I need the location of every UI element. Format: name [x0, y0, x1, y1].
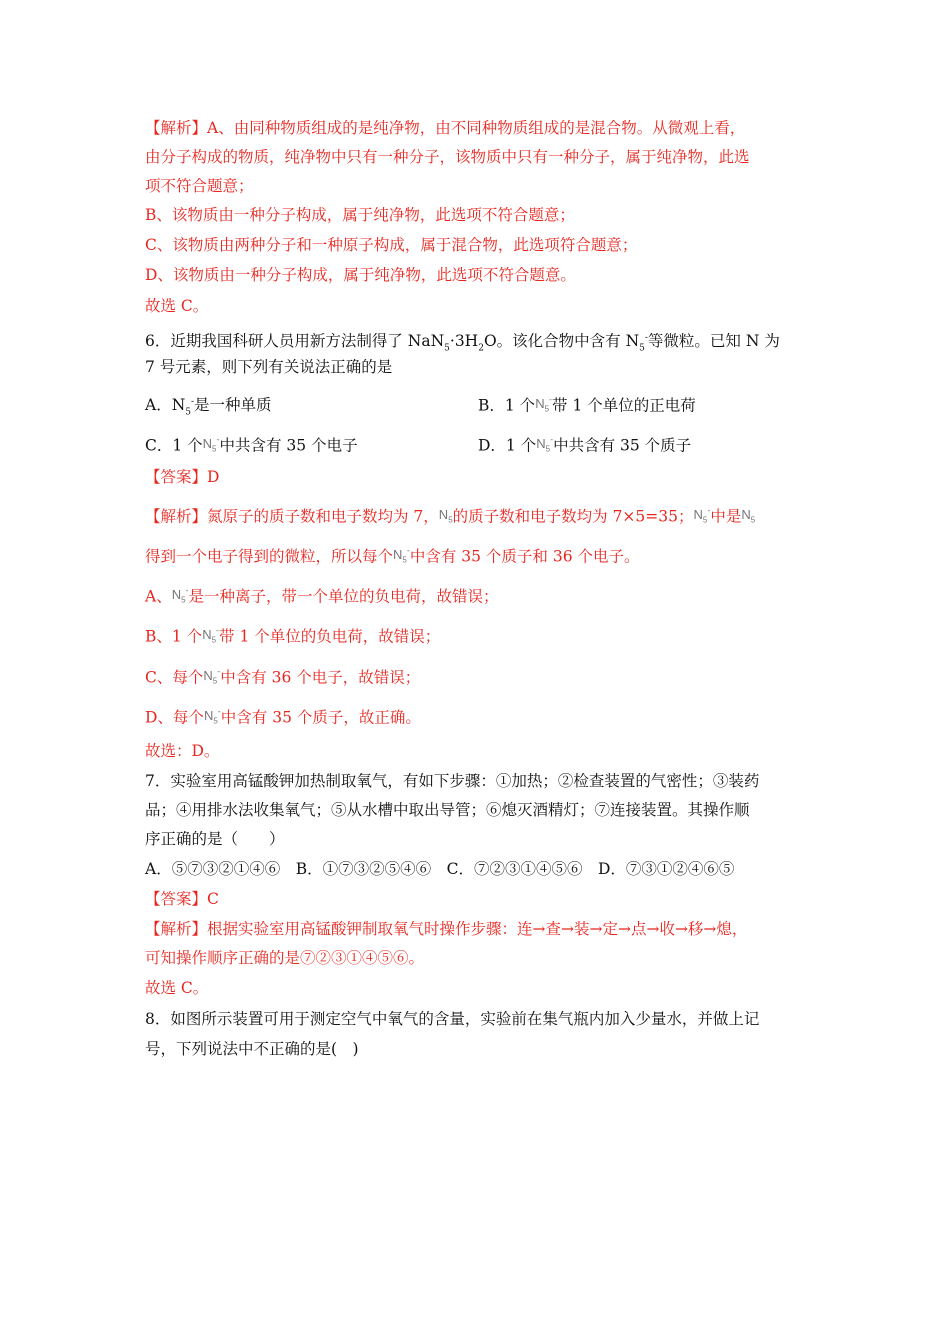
q7-answer: 【答案】C [145, 890, 219, 908]
n5-ion: $N_5^-$ [693, 506, 711, 525]
q5-analysis-line-5: C、该物质由两种分子和一种原子构成，属于混合物，此选项符合题意； [145, 236, 638, 254]
q5-analysis-line-4: B、该物质由一种分子构成，属于纯净物，此选项不符合题意； [145, 206, 575, 224]
q7-conclusion: 故选 C。 [145, 979, 209, 997]
q7-stem-line-3: 序正确的是（ ） [145, 830, 285, 848]
n5-ion: $N_5^-$ [535, 395, 553, 414]
q7-stem-line-2: 品；④用排水法收集氧气；⑤从水槽中取出导管；⑥熄灭酒精灯；⑦连接装置。其操作顺 [145, 801, 750, 819]
q5-analysis-line-3: 项不符合题意； [145, 177, 254, 195]
q7-stem-line-1: 7．实验室用高锰酸钾加热制取氧气，有如下步骤：①加热；②检查装置的气密性；③装药 [145, 772, 760, 790]
n5-ion: $N_5^-$ [202, 626, 220, 645]
q5-conclusion: 故选 C。 [145, 297, 209, 315]
q5-analysis-line-6: D、该物质由一种分子构成，属于纯净物，此选项不符合题意。 [145, 266, 576, 284]
q6-option-d: D．1 个$N_5^-$中共含有 35 个质子 [478, 435, 692, 455]
q6-option-b: B．1 个$N_5^-$带 1 个单位的正电荷 [478, 395, 696, 415]
q6-analysis-line-2: 得到一个电子得到的微粒，所以每个$N_5^-$中含有 35 个质子和 36 个电子。 [145, 546, 640, 566]
q8-stem-line-1: 8．如图所示装置可用于测定空气中氧气的含量，实验前在集气瓶内加入少量水，并做上记 [145, 1010, 760, 1028]
q6-analysis-b: B、1 个$N_5^-$带 1 个单位的负电荷，故错误； [145, 626, 441, 646]
q6-option-a: A．$N_5^-$是一种单质 [145, 396, 272, 418]
q6-stem-line-1: 6．近期我国科研人员用新方法制得了 $NaN_5\cdot 3H_2O$。该化合物中含有 $N_5^-$等微粒。已知 N 为 [145, 332, 780, 354]
q6-option-c: C．1 个$N_5^-$中共含有 35 个电子 [145, 435, 358, 455]
n5-ion: $N_5^-$ [202, 435, 220, 454]
n5-ion: $N_5^-$ [171, 586, 189, 605]
q6-analysis-d: D、每个$N_5^-$中含有 35 个质子，故正确。 [145, 707, 421, 727]
q8-stem-line-2: 号，下列说法中不正确的是( ) [145, 1040, 359, 1058]
q6-conclusion: 故选：D。 [145, 742, 220, 760]
n5-ion: $N_5^-$ [203, 707, 221, 726]
n5-ion: $N_5^-$ [393, 546, 410, 565]
q6-answer: 【答案】D [145, 468, 220, 486]
q6-analysis-c: C、每个$N_5^-$中含有 36 个电子，故错误； [145, 667, 421, 687]
q7-analysis-line-1: 【解析】根据实验室用高锰酸钾制取氧气时操作步骤：连→查→装→定→点→收→移→熄， [145, 920, 748, 938]
q6-stem-line-2: 7 号元素，则下列有关说法正确的是 [145, 358, 393, 376]
n5-ion: $N_5^-$ [536, 435, 554, 454]
n5-ion: $N_5^-$ [203, 667, 221, 686]
q5-analysis-line-1: 【解析】A、由同种物质组成的是纯净物，由不同种物质组成的是混合物。从微观上看， [145, 119, 746, 137]
n5-ion: $N_5$ [438, 507, 453, 525]
n5-ion: $N_5$ [741, 507, 756, 525]
q7-options: A．⑤⑦③②①④⑥ B．①⑦③②⑤④⑥ C．⑦②③①④⑤⑥ D．⑦③①②④⑥⑤ [145, 860, 735, 878]
q5-analysis-line-2: 由分子构成的物质，纯净物中只有一种分子，该物质中只有一种分子，属于纯净物，此选 [145, 148, 750, 166]
q7-analysis-line-2: 可知操作顺序正确的是⑦②③①④⑤⑥。 [145, 949, 425, 967]
q6-analysis-a: A、$N_5^-$是一种离子，带一个单位的负电荷，故错误； [145, 586, 499, 606]
q6-analysis-line-1: 【解析】氮原子的质子数和电子数均为 7，$N_5$的质子数和电子数均为 7×5=35；$N_5^-$中是$N_5$ [145, 506, 756, 526]
